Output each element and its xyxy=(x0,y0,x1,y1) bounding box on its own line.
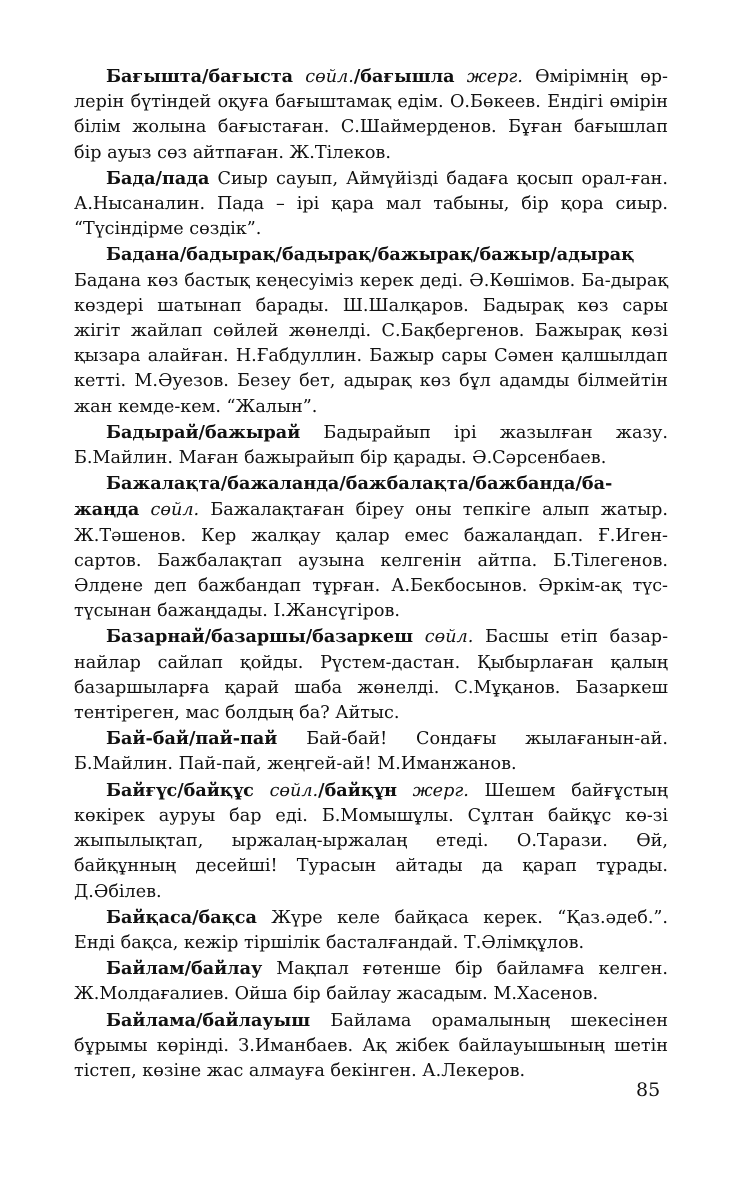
entry-text: Бажалақтаған біреу оны тепкіге алып жатыр. Ж.Тәшенов. Кер жалқау қалар емес бажалаңдап. Ғ.Иген-сартов. Бажбалақтап аузына келгенін айтпа. Б.Тілегенов. Әлдене деп бажбандап тұрған. А.Бекбосынов. Әркім-ақ түс-түсынан бажаңдады. І.Жансүгіров. xyxy=(74,500,668,622)
entry-text xyxy=(413,627,425,647)
entry-headword: Байлам/байлау xyxy=(106,958,263,980)
entry-headword: Байғүс/байқұс xyxy=(106,779,254,801)
entry-text xyxy=(455,67,467,87)
dictionary-entry xyxy=(74,624,668,726)
entry-text: Сиыр сауып, Аймүйізді бадаға қосып орал-ған. А.Нысаналин. Пада – ірі қара мал табыны, бір қора сиыр. “Түсіндірме сөздік”. xyxy=(74,168,668,240)
dictionary-entry xyxy=(74,726,668,777)
entry-text: Өмірімнің өр-лерін бүтіндей оқуға бағыштамақ едім. О.Бөкеев. Ендігі өмірін білім жолына бағыстаған. С.Шаймерденов. Бұған бағышлап бір ауыз сөз айтпаған. Ж.Тілеков. xyxy=(74,67,668,163)
dictionary-entry xyxy=(74,420,668,471)
usage-label: сөйл. xyxy=(269,780,319,801)
entries-text-block xyxy=(74,64,668,1084)
dictionary-entry xyxy=(74,242,668,419)
entry-headword: Байлама/байлауыш xyxy=(106,1009,311,1031)
entry-headword: /байқұн xyxy=(318,779,397,801)
entry-text: Шешем байғұстың көкірек ауруы бар еді. Б.Момышұлы. Сұлтан байқұс кө-зі жыпылықтап, ыржалаң-ыржалаң етеді. О.Тарази. Өй, байқұнның десейші! Турасын айтады да қарап тұрады. Д.Әбілев. xyxy=(74,780,669,902)
entry-headword: Бадана/бадырақ/бадырақ/бажырақ/бажыр/адырақ xyxy=(106,244,635,266)
entry-headword: Бадырай/бажырай xyxy=(106,421,301,443)
entry-headword: Бағышта/бағыста xyxy=(106,66,294,87)
entry-headword: Бай-бай/пай-пай xyxy=(106,728,278,750)
dictionary-entry xyxy=(74,905,668,956)
entry-headword: /бағышла xyxy=(353,66,455,87)
entry-headword: Бада/пада xyxy=(106,167,210,189)
usage-label: жерг. xyxy=(466,67,523,87)
usage-label: сөйл. xyxy=(305,67,354,87)
entry-text: Байлама орамалының шекесінен бұрымы көрінді. З.Иманбаев. Ақ жібек байлауышының шетін тістеп, көзіне жас алмауға бекінген. А.Лекеров. xyxy=(74,1010,668,1081)
entry-headword: Базарнай/базаршы/базаркеш xyxy=(106,626,414,648)
entry-text xyxy=(293,67,305,87)
dictionary-entry xyxy=(74,471,668,624)
usage-label: сөйл. xyxy=(150,500,200,521)
entry-text xyxy=(397,781,413,801)
entry-text: Бадырайып ірі жазылған жазу. Б.Майлин. Маған бажырайып бір қарады. Ә.Сәрсенбаев. xyxy=(74,422,668,469)
dictionary-entry xyxy=(74,64,668,166)
dictionary-entry xyxy=(74,956,668,1007)
entry-text: Бадана көз бастық кеңесуіміз керек деді. Ә.Көшімов. Ба-дырақ көздері шатынап барады. Ш.Шалқаров. Бадырақ көз сары жігіт жайлап сөйлей жөнелді. С.Бақбергенов. Бажырақ көзі қызара алайған. Н.Ғабдуллин. Бажыр сары Сәмен қалшылдап кетті. М.Әуезов. Безеу бет, адырақ көз бұл адамды білмейтін жан кемде-кем. “Жалын”. xyxy=(74,270,668,417)
usage-label: жерг. xyxy=(412,780,469,801)
entry-text: Мақпал ғөтенше бір байламға келген. Ж.Молдағалиев. Ойша бір байлау жасадым. М.Хасенов. xyxy=(74,959,668,1005)
entry-text: Жүре келе байқаса керек. “Қаз.әдеб.”. Енді бақса, кежір тіршілік басталғандай. Т.Әлімқұлов. xyxy=(74,907,668,953)
dictionary-entry xyxy=(74,1008,668,1085)
entry-text xyxy=(254,781,270,801)
dictionary-entry xyxy=(74,778,668,905)
entry-text: Бай-бай! Сондағы жылағанын-ай. Б.Майлин. Пай-пай, жеңгей-ай! М.Иманжанов. xyxy=(74,729,668,775)
page-number: 85 xyxy=(636,1079,661,1101)
usage-label: сөйл. xyxy=(424,627,474,648)
dictionary-entry xyxy=(74,166,668,243)
entry-headword: Байқаса/бақса xyxy=(106,906,257,928)
entry-headword: Бажалақта/бажаланда/бажбалақта/бажбанда/ба-жаңда xyxy=(74,473,613,521)
entry-text xyxy=(139,500,150,520)
entry-text: Басшы етіп базар-найлар сайлап қойды. Рүстем-дастан. Қыбырлаған қалың базаршыларға қарай шаба жөнелді. С.Мұқанов. Базаркеш тентіреген, мас болдың ба? Айтыс. xyxy=(74,627,669,724)
